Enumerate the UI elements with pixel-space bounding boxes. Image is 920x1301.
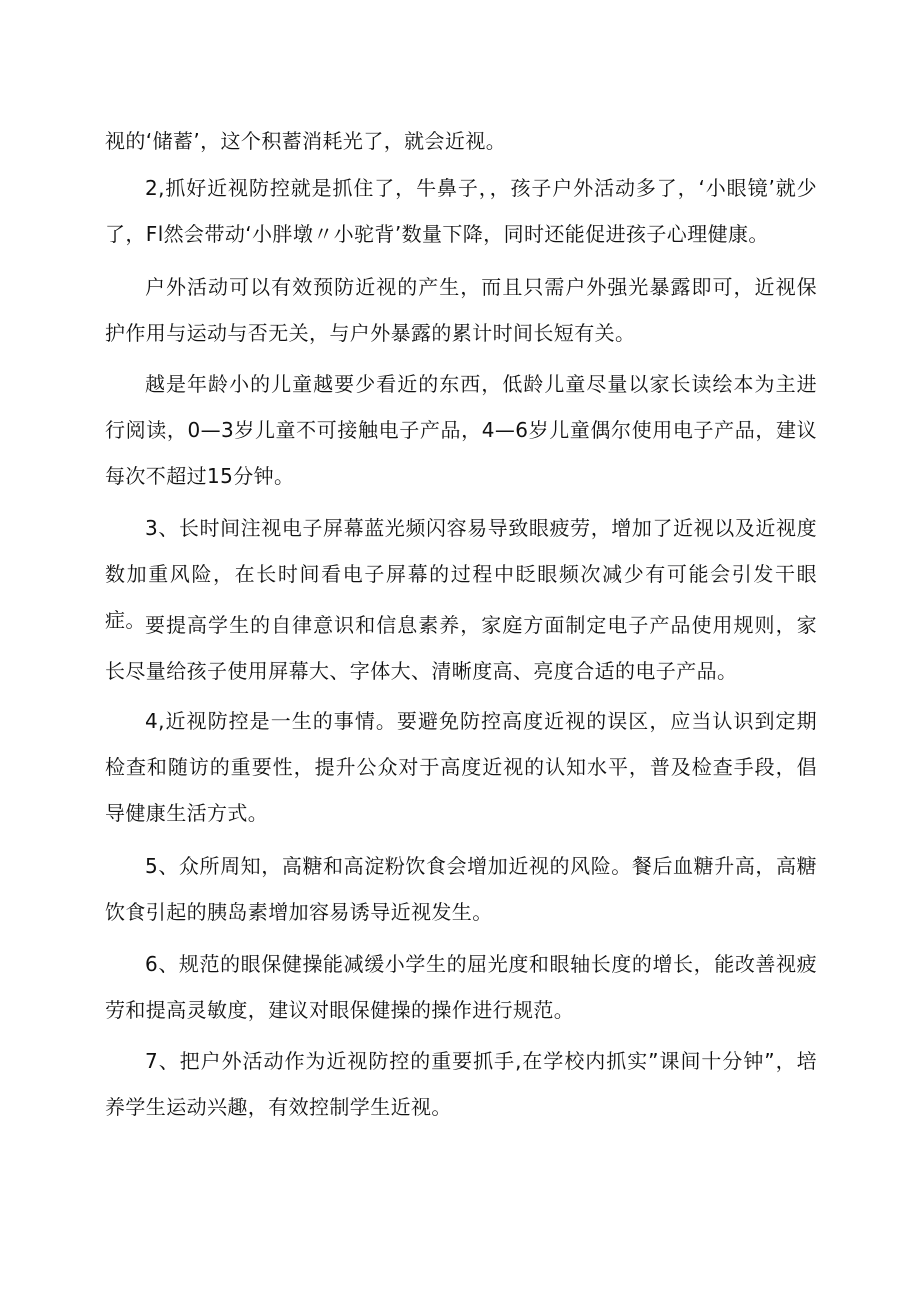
paragraph-item-3: 3、长时间注视电子屏幕蓝光频闪容易导致眼疲劳，增加了近视以及近视度数加重风险，在长时间看电子屏幕的过程中眨眼频次减少有可能会引发干眼症。 — [105, 516, 817, 632]
paragraph-continuation: 视的‘储蓄’，这个积蓄消耗光了，就会近视。 — [105, 129, 507, 153]
paragraph-item-7: 7、把户外活动作为近视防控的重要抓手,在学校内抓实”课间十分钟”，培养学生运动兴趣，有效控制学生近视。 — [105, 1049, 817, 1119]
paragraph-item-5: 5、众所周知，高糖和高淀粉饮食会增加近视的风险。餐后血糖升高，高糖饮食引起的胰岛素增加容易诱导近视发生。 — [105, 854, 817, 924]
paragraph-self-discipline: 要提高学生的自律意识和信息素养，家庭方面制定电子产品使用规则，家长尽量给孩子使用屏幕大、字体大、清晰度高、亮度合适的电子产品。 — [105, 613, 817, 683]
paragraph-outdoor-activity: 户外活动可以有效预防近视的产生，而且只需户外强光暴露即可，近视保护作用与运动与否无关，与户外暴露的累计时间长短有关。 — [105, 275, 817, 345]
paragraph-item-6: 6、规范的眼保健操能减缓小学生的屈光度和眼轴长度的增长，能改善视疲劳和提高灵敏度，建议对眼保健操的操作进行规范。 — [105, 952, 817, 1022]
paragraph-item-2: 2,抓好近视防控就是抓住了，牛鼻子，，孩子户外活动多了，‘小眼镜’就少了，Fl然会带动‘小胖墩〃小驼背’数量下降，同时还能促进孩子心理健康。 — [105, 176, 817, 246]
paragraph-young-children: 越是年龄小的儿童越要少看近的东西，低龄儿童尽量以家长读绘本为主进行阅读，0—3岁儿童不可接触电子产品，4—6岁儿童偶尔使用电子产品，建议每次不超过15分钟。 — [105, 372, 817, 488]
paragraph-item-4: 4,近视防控是一生的事情。要避免防控高度近视的误区，应当认识到定期检查和随访的重要性，提升公众对于高度近视的认知水平，普及检查手段，倡导健康生活方式。 — [105, 709, 817, 825]
